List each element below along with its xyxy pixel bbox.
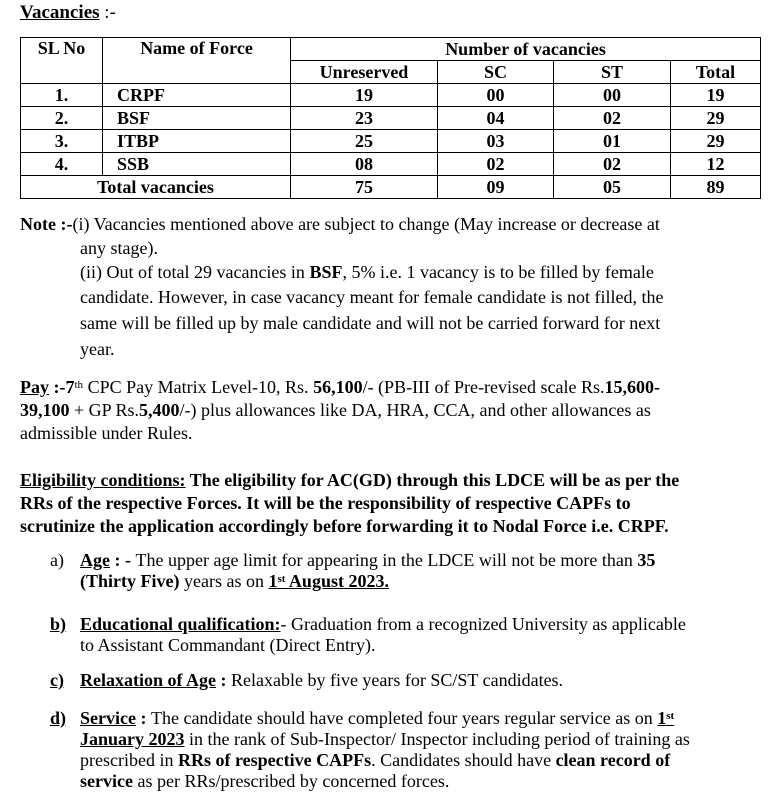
pay-line-1: Pay :-7th CPC Pay Matrix Level-10, Rs. 56,100/- (PB-III of Pre-revised scale Rs.15,600- — [20, 377, 660, 397]
eligibility-line-3: scrutinize the application accordingly before forwarding it to Nodal Force i.e. CRPF. — [20, 516, 669, 536]
note-ii-line-4: year. — [80, 339, 115, 359]
total-label: Total vacancies — [21, 176, 291, 199]
note-label: Note :- — [20, 214, 73, 234]
note-ii-line-2: candidate. However, in case vacancy meant for female candidate is not filled, the — [80, 287, 664, 307]
service-label: Service — [80, 708, 136, 728]
item-c-line-1: Relaxation of Age : Relaxable by five years for SC/ST candidates. — [80, 670, 564, 690]
pay-line-2: 39,100 + GP Rs.5,400/-) plus allowances like DA, HRA, CCA, and other allowances as — [20, 400, 651, 420]
eligibility-label: Eligibility conditions: — [20, 470, 186, 490]
education-label: Educational qualification: — [80, 614, 281, 634]
header-sc: SC — [438, 61, 554, 84]
pay-label: Pay — [20, 377, 49, 397]
item-d-line-4: service as per RRs/prescribed by concerned forces. — [80, 771, 450, 791]
eligibility-line-1: Eligibility conditions: The eligibility for AC(GD) through this LDCE will be as per the — [20, 470, 680, 490]
header-total: Total — [671, 61, 761, 84]
item-a-line-1: Age : - The upper age limit for appearing in the LDCE will not be more than 35 — [80, 550, 656, 570]
table-row: 2. BSF 23 04 02 29 — [21, 107, 761, 130]
header-force: Name of Force — [103, 38, 291, 84]
note-ii-line-1: (ii) Out of total 29 vacancies in BSF, 5% i.e. 1 vacancy is to be filled by female — [80, 262, 654, 282]
table-row: 4. SSB 08 02 02 12 — [21, 153, 761, 176]
relaxation-label: Relaxation of Age — [80, 670, 216, 690]
note-line-2: any stage). — [80, 238, 158, 258]
note-line-1: Note :-(i) Vacancies mentioned above are subject to change (May increase or decrease at — [20, 214, 660, 234]
pay-line-3: admissible under Rules. — [20, 423, 193, 443]
table-row: 1. CRPF 19 00 00 19 — [21, 84, 761, 107]
item-c-marker: c) — [50, 670, 64, 690]
age-date: 1st August 2023. — [268, 571, 389, 591]
header-st: ST — [554, 61, 671, 84]
table-row: 3. ITBP 25 03 01 29 — [21, 130, 761, 153]
header-number-of-vacancies: Number of vacancies — [291, 38, 761, 61]
header-sl-no: SL No — [21, 38, 103, 84]
note-ii-line-3: same will be filled up by male candidate and will not be carried forward for next — [80, 313, 661, 333]
item-a-line-2: (Thirty Five) years as on 1st August 2023. — [80, 571, 389, 591]
total-row: Total vacancies 75 09 05 89 — [21, 176, 761, 199]
eligibility-line-2: RRs of the respective Forces. It will be the responsibility of respective CAPFs to — [20, 493, 631, 513]
item-d-marker: d) — [50, 708, 67, 728]
item-b-line-2: to Assistant Commandant (Direct Entry). — [80, 635, 376, 655]
item-d-line-3: prescribed in RRs of respective CAPFs. Candidates should have clean record of — [80, 750, 671, 770]
item-d-line-2: January 2023 in the rank of Sub-Inspector/ Inspector including period of training as — [80, 729, 690, 749]
item-b-line-1: Educational qualification:- Graduation from a recognized University as applicable — [80, 614, 686, 634]
item-a-marker: a) — [50, 550, 64, 570]
vacancies-heading: Vacancies :- — [20, 2, 116, 23]
item-b-marker: b) — [50, 614, 67, 634]
vacancies-table — [20, 37, 761, 199]
item-d-line-1: Service : The candidate should have completed four years regular service as on 1st — [80, 708, 675, 728]
vacancies-title: Vacancies — [20, 2, 100, 23]
age-label: Age — [80, 550, 110, 570]
header-unreserved: Unreserved — [291, 61, 438, 84]
